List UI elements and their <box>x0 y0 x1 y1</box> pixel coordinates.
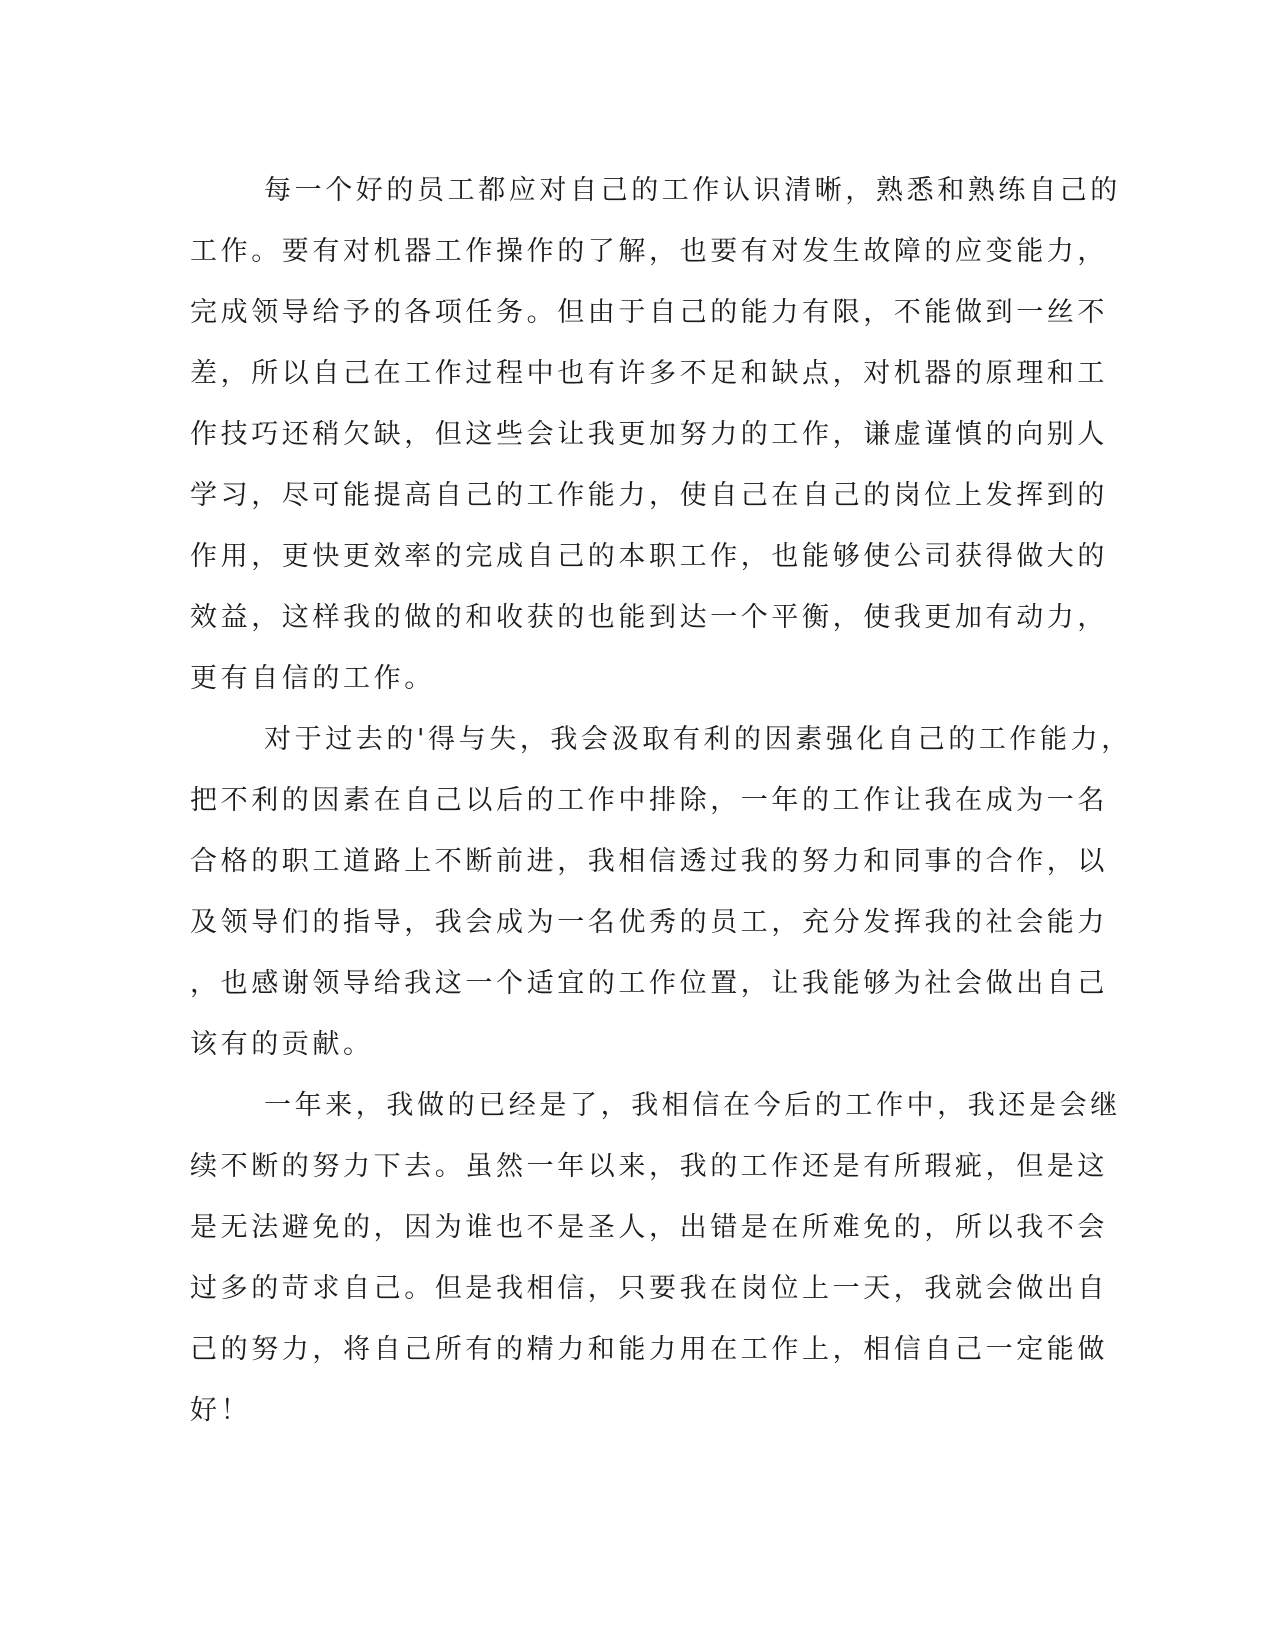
text-line: 合格的职工道路上不断前进，我相信透过我的努力和同事的合作，以 <box>190 846 1108 877</box>
document-body <box>190 160 1132 1441</box>
text-line: 更有自信的工作。 <box>190 663 435 694</box>
text-line: 过多的苛求自己。但是我相信，只要我在岗位上一天，我就会做出自 <box>190 1273 1108 1304</box>
paragraph-3 <box>190 1075 1121 1441</box>
text-line: 效益，这样我的做的和收获的也能到达一个平衡，使我更加有动力， <box>190 602 1108 633</box>
text-line: 每一个好的员工都应对自己的工作认识清晰，熟悉和熟练自己的 <box>264 175 1121 206</box>
text-line: 己的努力，将自己所有的精力和能力用在工作上，相信自己一定能做 <box>190 1334 1108 1365</box>
paragraph-2 <box>190 709 1132 1075</box>
text-line: 该有的贡献。 <box>190 1029 374 1060</box>
text-line: 作技巧还稍欠缺，但这些会让我更加努力的工作，谦虚谨慎的向别人 <box>190 419 1108 450</box>
text-line: 是无法避免的，因为谁也不是圣人，出错是在所难免的，所以我不会 <box>190 1212 1108 1243</box>
paragraph-1 <box>190 160 1121 709</box>
text-line: 完成领导给予的各项任务。但由于自己的能力有限，不能做到一丝不 <box>190 297 1108 328</box>
text-line: 及领导们的指导，我会成为一名优秀的员工，充分发挥我的社会能力 <box>190 907 1108 938</box>
text-line: 作用，更快更效率的完成自己的本职工作，也能够使公司获得做大的 <box>190 541 1108 572</box>
text-line: 差，所以自己在工作过程中也有许多不足和缺点，对机器的原理和工 <box>190 358 1108 389</box>
text-line: 学习，尽可能提高自己的工作能力，使自己在自己的岗位上发挥到的 <box>190 480 1108 511</box>
text-line: 一年来，我做的已经是了，我相信在今后的工作中，我还是会继 <box>264 1090 1121 1121</box>
text-line: 续不断的努力下去。虽然一年以来，我的工作还是有所瑕疵，但是这 <box>190 1151 1108 1182</box>
text-line: ，也感谢领导给我这一个适宜的工作位置，让我能够为社会做出自己 <box>190 968 1108 999</box>
text-line: 对于过去的'得与失，我会汲取有利的因素强化自己的工作能力， <box>264 724 1132 755</box>
text-line: 工作。要有对机器工作操作的了解，也要有对发生故障的应变能力， <box>190 236 1108 267</box>
text-line: 把不利的因素在自己以后的工作中排除，一年的工作让我在成为一名 <box>190 785 1108 816</box>
text-line: 好！ <box>190 1395 252 1426</box>
